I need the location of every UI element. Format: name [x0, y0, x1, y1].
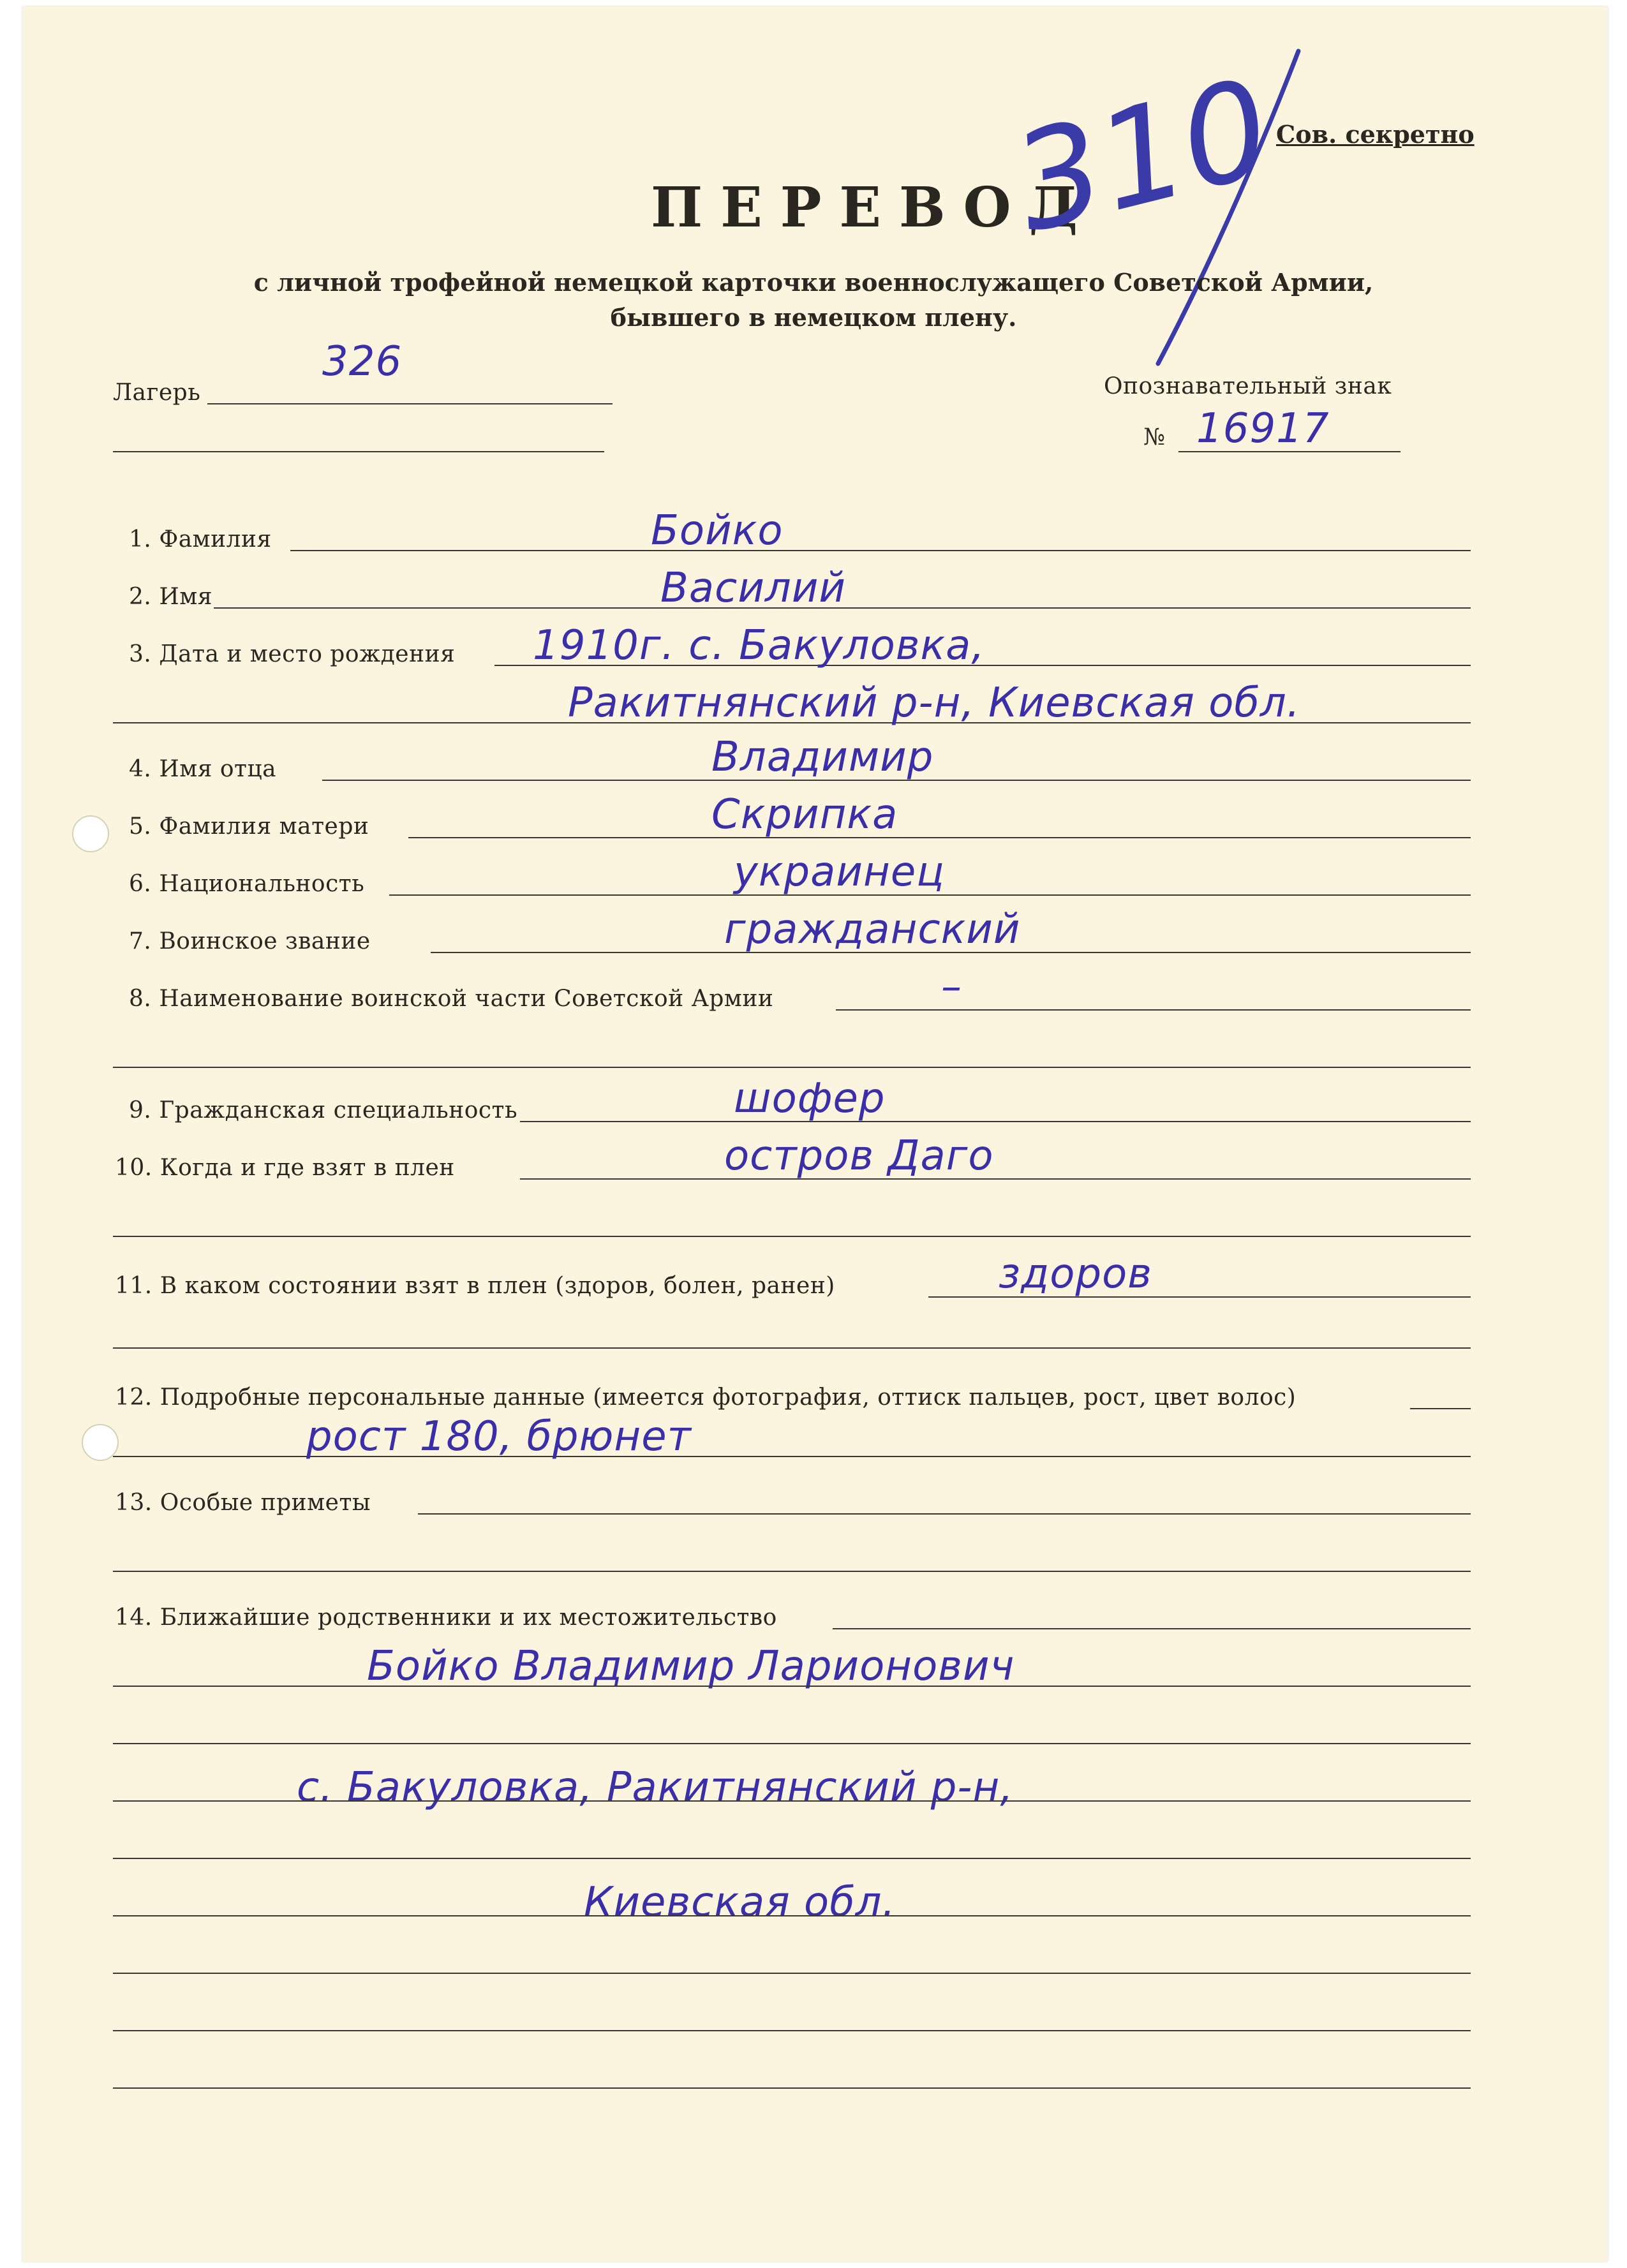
field-4-text: Имя отца [159, 756, 277, 782]
field-13-label [115, 1490, 371, 1516]
field-14-line-8 [113, 2030, 1471, 2031]
field-14-value-3: Киевская обл. [584, 1879, 896, 1926]
field-9-text: Гражданская специальность [159, 1097, 518, 1123]
field-1-value: Бойко [651, 507, 784, 554]
field-9-num: 9. [129, 1097, 152, 1123]
punch-hole-top [72, 815, 109, 852]
field-8-value: – [941, 963, 962, 1011]
field-5-value: Скрипка [711, 791, 898, 838]
field-3-num: 3. [129, 641, 152, 667]
field-5-line [408, 837, 1471, 838]
field-6-label [129, 871, 364, 897]
field-10-num: 10. [115, 1155, 152, 1181]
field-10-text: Когда и где взят в плен [160, 1155, 455, 1181]
field-14-line-6 [113, 1915, 1471, 1916]
subtitle-line-1: с личной трофейной немецкой карточки военнослужащего Советской Армии, [253, 268, 1374, 297]
field-14-line-4 [113, 1800, 1471, 1802]
field-12-num: 12. [115, 1384, 152, 1411]
id-tag-label: Опознавательный знак [1104, 373, 1392, 399]
handwritten-case-number: 310 [999, 49, 1286, 263]
camp-line-2 [113, 451, 604, 452]
field-4-value: Владимир [711, 734, 934, 781]
field-7-num: 7. [129, 928, 152, 954]
field-12-value: рост 180, брюнет [306, 1413, 692, 1460]
field-11-num: 11. [115, 1273, 152, 1299]
field-11-value: здоров [999, 1250, 1152, 1298]
field-9-label [129, 1097, 517, 1123]
field-1-text: Фамилия [159, 526, 272, 552]
field-2-label [129, 584, 212, 610]
field-6-value: украинец [734, 849, 945, 896]
field-2-text: Имя [159, 584, 212, 610]
field-3-text: Дата и место рождения [159, 641, 456, 667]
field-8-num: 8. [129, 986, 152, 1012]
field-11-line-2 [113, 1347, 1471, 1349]
field-14-line-9 [113, 2087, 1471, 2089]
field-14-line-3 [113, 1743, 1471, 1744]
field-13-line [418, 1513, 1471, 1515]
field-11-label [115, 1273, 835, 1299]
document-subtitle [175, 265, 1452, 335]
document-title: ПЕРЕВОД [651, 175, 1096, 240]
field-14-line-2 [113, 1686, 1471, 1687]
field-7-text: Воинское звание [159, 928, 371, 954]
field-4-label [129, 756, 276, 782]
camp-label: Лагерь [113, 380, 201, 406]
field-13-num: 13. [115, 1490, 152, 1516]
field-9-value: шофер [734, 1075, 886, 1122]
field-10-label [115, 1155, 455, 1181]
field-10-value: остров Даго [724, 1132, 994, 1180]
field-6-num: 6. [129, 871, 152, 897]
camp-value: 326 [322, 338, 403, 385]
field-12-label [115, 1384, 1296, 1411]
subtitle-line-2: бывшего в немецком плену. [610, 303, 1017, 332]
field-5-num: 5. [129, 813, 152, 840]
field-8-line [836, 1009, 1471, 1011]
field-11-text: В каком состоянии взят в плен (здоров, болен, ранен) [160, 1273, 835, 1299]
classification-stamp: Сов. секретно [1276, 120, 1475, 149]
field-12-line [1410, 1408, 1471, 1409]
field-5-text: Фамилия матери [159, 813, 369, 840]
field-14-value: Бойко Владимир Ларионович [367, 1643, 1015, 1690]
field-13-text: Особые приметы [160, 1490, 371, 1516]
field-8-label [129, 986, 773, 1012]
field-14-line [833, 1628, 1471, 1629]
field-9-line [520, 1121, 1471, 1122]
id-number-label: № [1143, 424, 1166, 450]
field-4-num: 4. [129, 756, 152, 782]
field-6-text: Национальность [159, 871, 365, 897]
field-1-line [290, 550, 1471, 551]
camp-line [207, 403, 613, 404]
id-number-value: 16917 [1196, 405, 1330, 452]
field-2-num: 2. [129, 584, 152, 610]
field-10-line-2 [113, 1236, 1471, 1237]
field-3-value-2: Ракитнянский р-н, Киевская обл. [568, 679, 1301, 727]
field-14-value-2: с. Бакуловка, Ракитнянский р-н, [297, 1764, 1014, 1811]
field-14-label [115, 1605, 777, 1631]
field-14-line-5 [113, 1858, 1471, 1859]
field-14-num: 14. [115, 1605, 152, 1631]
field-1-label [129, 526, 272, 552]
field-7-label [129, 928, 371, 954]
field-1-num: 1. [129, 526, 152, 552]
field-5-label [129, 813, 369, 840]
field-14-text: Ближайшие родственники и их местожительство [160, 1605, 777, 1631]
field-2-value: Василий [660, 565, 846, 612]
document-page [22, 6, 1608, 2262]
field-3-label [129, 641, 455, 667]
field-3-value: 1910г. с. Бакуловка, [533, 622, 985, 669]
field-7-value: гражданский [724, 906, 1021, 953]
field-8-text: Наименование воинской части Советской Армии [159, 986, 774, 1012]
field-8-line-2 [113, 1067, 1471, 1068]
field-10-line [520, 1178, 1471, 1180]
field-14-line-7 [113, 1973, 1471, 1974]
field-13-line-2 [113, 1571, 1471, 1572]
field-12-text: Подробные персональные данные (имеется фотография, оттиск пальцев, рост, цвет волос) [160, 1384, 1296, 1411]
